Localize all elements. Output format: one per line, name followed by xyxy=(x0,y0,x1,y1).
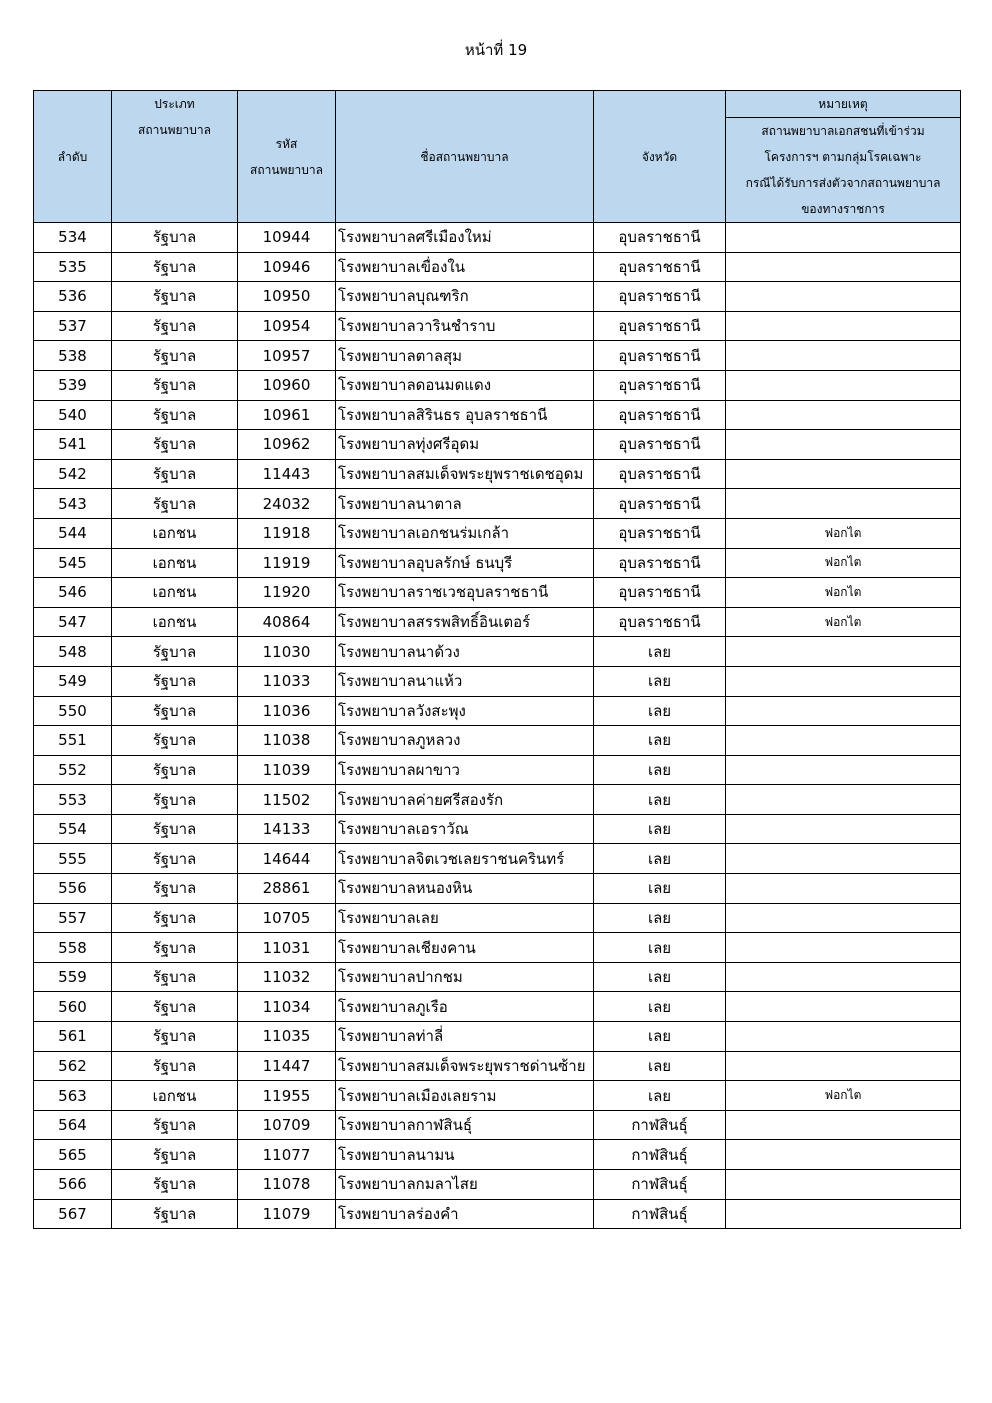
cell-hospital-name: โรงพยาบาลอุบลรักษ์ ธนบุรี xyxy=(336,548,594,578)
cell-code: 11920 xyxy=(238,578,336,608)
cell-code: 14644 xyxy=(238,844,336,874)
cell-type: เอกชน xyxy=(112,578,238,608)
table-row xyxy=(34,844,961,874)
cell-type: รัฐบาล xyxy=(112,785,238,815)
table-row xyxy=(34,578,961,608)
cell-type: รัฐบาล xyxy=(112,1110,238,1140)
table-row xyxy=(34,252,961,282)
header-type-line2: สถานพยาบาล xyxy=(138,123,211,137)
cell-code: 11039 xyxy=(238,755,336,785)
table-row xyxy=(34,962,961,992)
table-row xyxy=(34,666,961,696)
page-number: หน้าที่ 19 xyxy=(464,41,528,59)
cell-type: รัฐบาล xyxy=(112,933,238,963)
cell-order: 560 xyxy=(34,992,112,1022)
cell-province: เลย xyxy=(594,903,726,933)
cell-note: ฟอกไต xyxy=(726,1081,961,1111)
cell-order: 565 xyxy=(34,1140,112,1170)
cell-hospital-name: โรงพยาบาลนามน xyxy=(336,1140,594,1170)
header-code xyxy=(238,91,336,223)
table-row xyxy=(34,637,961,667)
cell-province: กาฬสินธุ์ xyxy=(594,1170,726,1200)
header-note-line4: ของทางราชการ xyxy=(801,202,885,216)
cell-hospital-name: โรงพยาบาลนาแห้ว xyxy=(336,666,594,696)
hospital-table xyxy=(33,90,961,1229)
cell-hospital-name: โรงพยาบาลจิตเวชเลยราชนครินทร์ xyxy=(336,844,594,874)
cell-note xyxy=(726,1051,961,1081)
cell-order: 545 xyxy=(34,548,112,578)
table-row xyxy=(34,1140,961,1170)
cell-province: อุบลราชธานี xyxy=(594,607,726,637)
cell-note xyxy=(726,459,961,489)
table-body xyxy=(34,223,961,1229)
table-row xyxy=(34,1110,961,1140)
cell-order: 554 xyxy=(34,814,112,844)
cell-note xyxy=(726,341,961,371)
cell-note xyxy=(726,962,961,992)
cell-note xyxy=(726,726,961,756)
cell-province: เลย xyxy=(594,1022,726,1052)
cell-hospital-name: โรงพยาบาลเขื่องใน xyxy=(336,252,594,282)
cell-type: รัฐบาล xyxy=(112,1051,238,1081)
cell-code: 11036 xyxy=(238,696,336,726)
cell-province: กาฬสินธุ์ xyxy=(594,1110,726,1140)
cell-hospital-name: โรงพยาบาลนาด้วง xyxy=(336,637,594,667)
cell-code: 14133 xyxy=(238,814,336,844)
cell-type: รัฐบาล xyxy=(112,844,238,874)
cell-type: รัฐบาล xyxy=(112,755,238,785)
cell-province: เลย xyxy=(594,844,726,874)
cell-hospital-name: โรงพยาบาลภูหลวง xyxy=(336,726,594,756)
table-row xyxy=(34,341,961,371)
cell-note xyxy=(726,1022,961,1052)
cell-province: อุบลราชธานี xyxy=(594,578,726,608)
cell-province: เลย xyxy=(594,666,726,696)
cell-code: 11955 xyxy=(238,1081,336,1111)
cell-province: เลย xyxy=(594,933,726,963)
cell-note xyxy=(726,252,961,282)
cell-note xyxy=(726,430,961,460)
cell-note: ฟอกไต xyxy=(726,518,961,548)
cell-hospital-name: โรงพยาบาลสมเด็จพระยุพราชเดชอุดม xyxy=(336,459,594,489)
table-row xyxy=(34,1081,961,1111)
cell-type: รัฐบาล xyxy=(112,1140,238,1170)
cell-note: ฟอกไต xyxy=(726,578,961,608)
cell-type: รัฐบาล xyxy=(112,341,238,371)
cell-hospital-name: โรงพยาบาลกมลาไสย xyxy=(336,1170,594,1200)
cell-type: รัฐบาล xyxy=(112,874,238,904)
cell-hospital-name: โรงพยาบาลเอราวัณ xyxy=(336,814,594,844)
cell-note xyxy=(726,755,961,785)
cell-province: เลย xyxy=(594,962,726,992)
cell-code: 11443 xyxy=(238,459,336,489)
table-row xyxy=(34,311,961,341)
cell-note: ฟอกไต xyxy=(726,548,961,578)
cell-order: 559 xyxy=(34,962,112,992)
cell-code: 11502 xyxy=(238,785,336,815)
cell-code: 24032 xyxy=(238,489,336,519)
cell-province: เลย xyxy=(594,726,726,756)
cell-code: 10957 xyxy=(238,341,336,371)
cell-note xyxy=(726,1199,961,1229)
table-row xyxy=(34,814,961,844)
cell-province: อุบลราชธานี xyxy=(594,489,726,519)
cell-order: 567 xyxy=(34,1199,112,1229)
cell-province: อุบลราชธานี xyxy=(594,400,726,430)
table-row xyxy=(34,1051,961,1081)
cell-code: 10950 xyxy=(238,282,336,312)
header-note-line3: กรณีได้รับการส่งตัวจากสถานพยาบาล xyxy=(745,176,941,190)
header-note-title: หมายเหตุ xyxy=(726,91,961,118)
cell-hospital-name: โรงพยาบาลเชียงคาน xyxy=(336,933,594,963)
cell-code: 10961 xyxy=(238,400,336,430)
table-row xyxy=(34,459,961,489)
table-row xyxy=(34,282,961,312)
header-note-line2: โครงการฯ ตามกลุ่มโรคเฉพาะ xyxy=(764,150,922,164)
cell-province: เลย xyxy=(594,814,726,844)
cell-type: รัฐบาล xyxy=(112,637,238,667)
cell-order: 536 xyxy=(34,282,112,312)
cell-province: เลย xyxy=(594,785,726,815)
table-row xyxy=(34,696,961,726)
cell-hospital-name: โรงพยาบาลบุณฑริก xyxy=(336,282,594,312)
cell-order: 543 xyxy=(34,489,112,519)
cell-order: 538 xyxy=(34,341,112,371)
cell-province: อุบลราชธานี xyxy=(594,341,726,371)
cell-order: 540 xyxy=(34,400,112,430)
cell-hospital-name: โรงพยาบาลกาฬสินธุ์ xyxy=(336,1110,594,1140)
cell-code: 11033 xyxy=(238,666,336,696)
cell-order: 563 xyxy=(34,1081,112,1111)
cell-order: 566 xyxy=(34,1170,112,1200)
cell-type: รัฐบาล xyxy=(112,1199,238,1229)
cell-note: ฟอกไต xyxy=(726,607,961,637)
cell-hospital-name: โรงพยาบาลผาขาว xyxy=(336,755,594,785)
cell-note xyxy=(726,489,961,519)
cell-order: 561 xyxy=(34,1022,112,1052)
cell-province: เลย xyxy=(594,1081,726,1111)
cell-code: 11032 xyxy=(238,962,336,992)
cell-province: กาฬสินธุ์ xyxy=(594,1140,726,1170)
cell-order: 546 xyxy=(34,578,112,608)
cell-note xyxy=(726,666,961,696)
cell-order: 555 xyxy=(34,844,112,874)
cell-province: อุบลราชธานี xyxy=(594,252,726,282)
cell-hospital-name: โรงพยาบาลสรรพสิทธิ์อินเตอร์ xyxy=(336,607,594,637)
cell-type: รัฐบาล xyxy=(112,311,238,341)
cell-note xyxy=(726,933,961,963)
cell-note xyxy=(726,400,961,430)
cell-province: เลย xyxy=(594,992,726,1022)
cell-province: อุบลราชธานี xyxy=(594,430,726,460)
cell-note xyxy=(726,370,961,400)
table-row xyxy=(34,518,961,548)
cell-hospital-name: โรงพยาบาลวารินชำราบ xyxy=(336,311,594,341)
table-row xyxy=(34,1199,961,1229)
cell-order: 562 xyxy=(34,1051,112,1081)
cell-code: 10962 xyxy=(238,430,336,460)
table-row xyxy=(34,223,961,253)
cell-hospital-name: โรงพยาบาลสมเด็จพระยุพราชด่านซ้าย xyxy=(336,1051,594,1081)
cell-province: อุบลราชธานี xyxy=(594,370,726,400)
cell-province: เลย xyxy=(594,696,726,726)
cell-hospital-name: โรงพยาบาลหนองหิน xyxy=(336,874,594,904)
cell-hospital-name: โรงพยาบาลศรีเมืองใหม่ xyxy=(336,223,594,253)
cell-code: 10960 xyxy=(238,370,336,400)
cell-hospital-name: โรงพยาบาลเอกชนร่มเกล้า xyxy=(336,518,594,548)
cell-order: 539 xyxy=(34,370,112,400)
cell-type: รัฐบาล xyxy=(112,223,238,253)
cell-code: 40864 xyxy=(238,607,336,637)
cell-type: เอกชน xyxy=(112,548,238,578)
cell-order: 542 xyxy=(34,459,112,489)
table-row xyxy=(34,489,961,519)
header-note-description xyxy=(726,118,961,223)
table-row xyxy=(34,1022,961,1052)
cell-order: 556 xyxy=(34,874,112,904)
table-row xyxy=(34,430,961,460)
cell-type: รัฐบาล xyxy=(112,962,238,992)
cell-code: 10709 xyxy=(238,1110,336,1140)
cell-type: รัฐบาล xyxy=(112,992,238,1022)
cell-order: 550 xyxy=(34,696,112,726)
cell-hospital-name: โรงพยาบาลท่าลี่ xyxy=(336,1022,594,1052)
cell-hospital-name: โรงพยาบาลราชเวชอุบลราชธานี xyxy=(336,578,594,608)
cell-note xyxy=(726,992,961,1022)
cell-type: รัฐบาล xyxy=(112,726,238,756)
cell-order: 549 xyxy=(34,666,112,696)
cell-hospital-name: โรงพยาบาลเลย xyxy=(336,903,594,933)
cell-order: 551 xyxy=(34,726,112,756)
cell-type: รัฐบาล xyxy=(112,696,238,726)
header-type xyxy=(112,91,238,223)
table-row xyxy=(34,370,961,400)
cell-code: 10705 xyxy=(238,903,336,933)
cell-order: 564 xyxy=(34,1110,112,1140)
cell-note xyxy=(726,223,961,253)
cell-order: 541 xyxy=(34,430,112,460)
header-name xyxy=(336,91,594,223)
cell-order: 544 xyxy=(34,518,112,548)
table-row xyxy=(34,755,961,785)
cell-code: 10954 xyxy=(238,311,336,341)
cell-note xyxy=(726,1110,961,1140)
cell-hospital-name: โรงพยาบาลตาลสุม xyxy=(336,341,594,371)
cell-code: 11919 xyxy=(238,548,336,578)
cell-order: 548 xyxy=(34,637,112,667)
cell-type: รัฐบาล xyxy=(112,400,238,430)
cell-type: รัฐบาล xyxy=(112,814,238,844)
cell-note xyxy=(726,696,961,726)
cell-note xyxy=(726,785,961,815)
cell-order: 547 xyxy=(34,607,112,637)
header-order xyxy=(34,91,112,223)
cell-province: อุบลราชธานี xyxy=(594,548,726,578)
cell-note xyxy=(726,637,961,667)
cell-order: 537 xyxy=(34,311,112,341)
table-row xyxy=(34,548,961,578)
cell-code: 11031 xyxy=(238,933,336,963)
table-row xyxy=(34,607,961,637)
cell-hospital-name: โรงพยาบาลเมืองเลยราม xyxy=(336,1081,594,1111)
cell-hospital-name: โรงพยาบาลนาตาล xyxy=(336,489,594,519)
cell-type: รัฐบาล xyxy=(112,430,238,460)
cell-note xyxy=(726,1140,961,1170)
table-row xyxy=(34,903,961,933)
cell-hospital-name: โรงพยาบาลสิรินธร อุบลราชธานี xyxy=(336,400,594,430)
header-province-label: จังหวัด xyxy=(641,149,678,164)
cell-order: 534 xyxy=(34,223,112,253)
cell-province: กาฬสินธุ์ xyxy=(594,1199,726,1229)
cell-province: เลย xyxy=(594,755,726,785)
cell-hospital-name: โรงพยาบาลร่องคำ xyxy=(336,1199,594,1229)
cell-note xyxy=(726,844,961,874)
cell-type: รัฐบาล xyxy=(112,1170,238,1200)
cell-province: อุบลราชธานี xyxy=(594,311,726,341)
cell-code: 11035 xyxy=(238,1022,336,1052)
cell-note xyxy=(726,903,961,933)
table-row xyxy=(34,1170,961,1200)
table-row xyxy=(34,933,961,963)
cell-code: 11079 xyxy=(238,1199,336,1229)
cell-note xyxy=(726,282,961,312)
cell-code: 10944 xyxy=(238,223,336,253)
cell-type: เอกชน xyxy=(112,518,238,548)
cell-province: เลย xyxy=(594,1051,726,1081)
table-row xyxy=(34,785,961,815)
header-type-line1: ประเภท xyxy=(154,97,195,111)
cell-hospital-name: โรงพยาบาลภูเรือ xyxy=(336,992,594,1022)
table-row xyxy=(34,874,961,904)
cell-code: 11918 xyxy=(238,518,336,548)
cell-province: เลย xyxy=(594,874,726,904)
cell-code: 11447 xyxy=(238,1051,336,1081)
table-row xyxy=(34,726,961,756)
cell-code: 11078 xyxy=(238,1170,336,1200)
cell-hospital-name: โรงพยาบาลค่ายศรีสองรัก xyxy=(336,785,594,815)
cell-hospital-name: โรงพยาบาลปากชม xyxy=(336,962,594,992)
header-province xyxy=(594,91,726,223)
cell-type: รัฐบาล xyxy=(112,489,238,519)
cell-province: อุบลราชธานี xyxy=(594,518,726,548)
cell-type: รัฐบาล xyxy=(112,1022,238,1052)
table-row xyxy=(34,400,961,430)
table-row xyxy=(34,992,961,1022)
cell-order: 558 xyxy=(34,933,112,963)
cell-province: เลย xyxy=(594,637,726,667)
cell-type: เอกชน xyxy=(112,607,238,637)
cell-type: รัฐบาล xyxy=(112,370,238,400)
cell-type: รัฐบาล xyxy=(112,666,238,696)
cell-order: 535 xyxy=(34,252,112,282)
cell-note xyxy=(726,1170,961,1200)
cell-hospital-name: โรงพยาบาลวังสะพุง xyxy=(336,696,594,726)
cell-note xyxy=(726,311,961,341)
cell-code: 11034 xyxy=(238,992,336,1022)
cell-order: 552 xyxy=(34,755,112,785)
cell-type: รัฐบาล xyxy=(112,282,238,312)
cell-province: อุบลราชธานี xyxy=(594,223,726,253)
cell-note xyxy=(726,814,961,844)
cell-note xyxy=(726,874,961,904)
cell-province: อุบลราชธานี xyxy=(594,282,726,312)
cell-province: อุบลราชธานี xyxy=(594,459,726,489)
cell-type: รัฐบาล xyxy=(112,903,238,933)
cell-type: รัฐบาล xyxy=(112,252,238,282)
header-code-line2: สถานพยาบาล xyxy=(250,162,323,177)
header-note-line1: สถานพยาบาลเอกสชนที่เข้าร่วม xyxy=(761,124,925,138)
header-code-line1: รหัส xyxy=(275,136,298,151)
cell-hospital-name: โรงพยาบาลทุ่งศรีอุดม xyxy=(336,430,594,460)
cell-order: 557 xyxy=(34,903,112,933)
cell-code: 11077 xyxy=(238,1140,336,1170)
cell-type: รัฐบาล xyxy=(112,459,238,489)
header-order-label: ลำดับ xyxy=(57,149,88,164)
cell-order: 553 xyxy=(34,785,112,815)
cell-hospital-name: โรงพยาบาลดอนมดแดง xyxy=(336,370,594,400)
cell-code: 10946 xyxy=(238,252,336,282)
cell-code: 28861 xyxy=(238,874,336,904)
cell-code: 11030 xyxy=(238,637,336,667)
cell-type: เอกชน xyxy=(112,1081,238,1111)
header-name-label: ชื่อสถานพยาบาล xyxy=(420,149,509,164)
cell-code: 11038 xyxy=(238,726,336,756)
